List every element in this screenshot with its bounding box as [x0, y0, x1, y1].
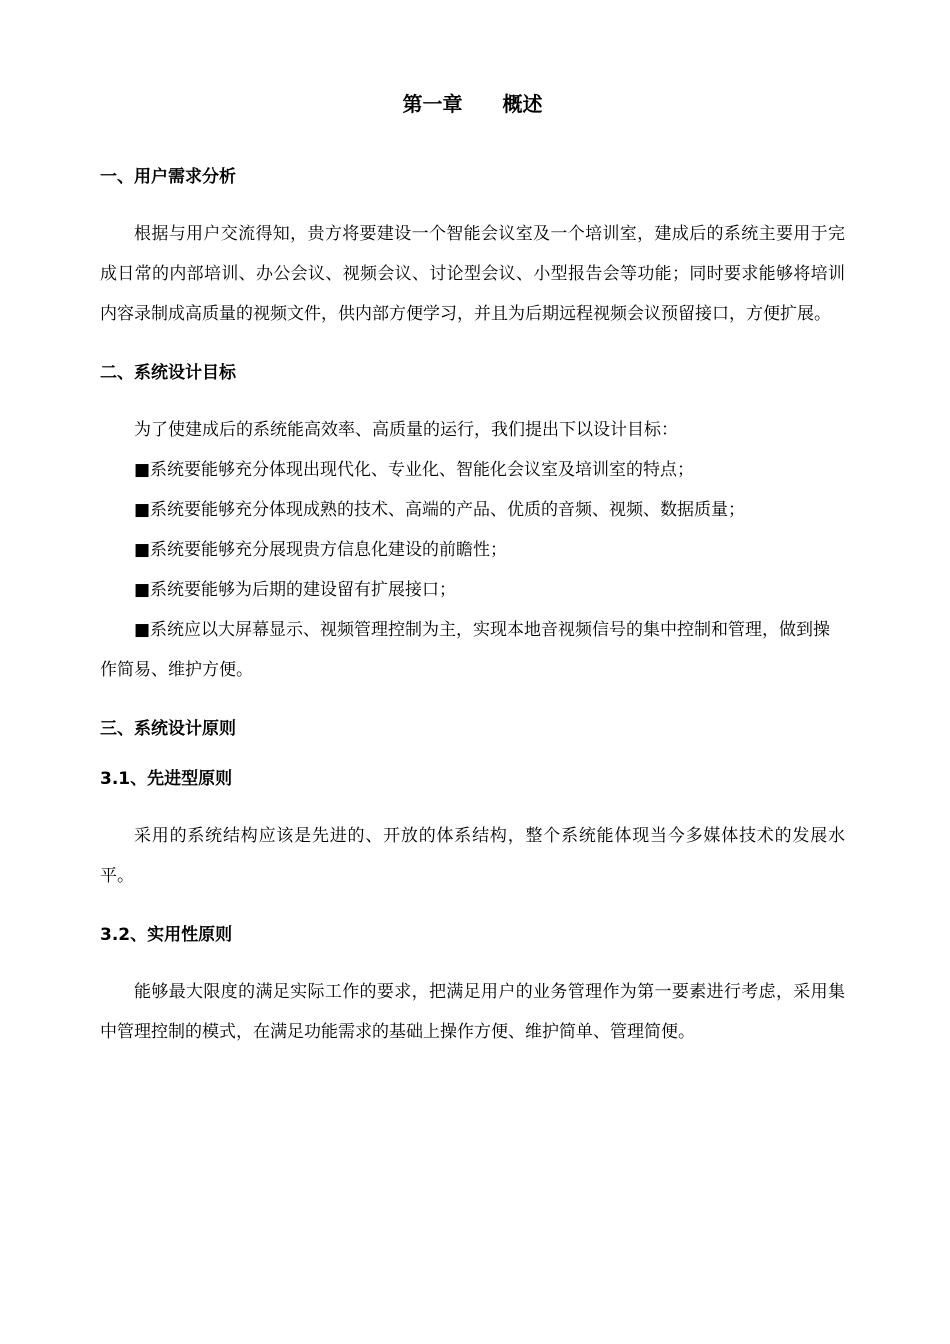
goal-bullet-item: ■系统应以大屏幕显示、视频管理控制为主，实现本地音视频信号的集中控制和管理，做到操作简易、维护方便。 — [100, 620, 831, 680]
goal-bullet-item: ■系统要能够充分体现出现代化、专业化、智能化会议室及培训室的特点； — [134, 460, 695, 480]
advanced-principle-paragraph: 采用的系统结构应该是先进的、开放的体系结构，整个系统能体现当今多媒体技术的发展水平。 — [100, 826, 845, 886]
section-heading-2: 二、系统设计目标 — [100, 363, 236, 383]
goal-bullet-item: ■系统要能够充分体现成熟的技术、高端的产品、优质的音频、视频、数据质量； — [134, 500, 746, 520]
goals-intro-paragraph: 为了使建成后的系统能高效率、高质量的运行，我们提出下以设计目标： — [134, 420, 678, 440]
goal-bullet-item: ■系统要能够为后期的建设留有扩展接口； — [134, 580, 457, 600]
requirements-paragraph: 根据与用户交流得知，贵方将要建设一个智能会议室及一个培训室，建成后的系统主要用于完成日常的内部培训、办公会议、视频会议、讨论型会议、小型报告会等功能；同时要求能够将培训内容录制成高质量的视频文件，供内部方便学习，并且为后期远程视频会议预留接口，方便扩展。 — [100, 224, 845, 324]
section-heading-1: 一、用户需求分析 — [100, 167, 236, 187]
section-heading-3: 三、系统设计原则 — [100, 719, 236, 739]
practicality-principle-paragraph: 能够最大限度的满足实际工作的要求，把满足用户的业务管理作为第一要素进行考虑，采用集中管理控制的模式，在满足功能需求的基础上操作方便、维护简单、管理简便。 — [100, 982, 845, 1042]
section-design-goals — [100, 360, 845, 690]
section-user-requirements — [100, 164, 845, 334]
subsection-heading-3-1: 3.1、先进型原则 — [100, 769, 233, 789]
goal-bullet-item: ■系统要能够充分展现贵方信息化建设的前瞻性； — [134, 540, 508, 560]
subsection-heading-3-2: 3.2、实用性原则 — [100, 925, 233, 945]
document-page — [100, 88, 845, 1052]
chapter-title: 第一章 概述 — [402, 92, 543, 116]
section-design-principles — [100, 716, 845, 1052]
